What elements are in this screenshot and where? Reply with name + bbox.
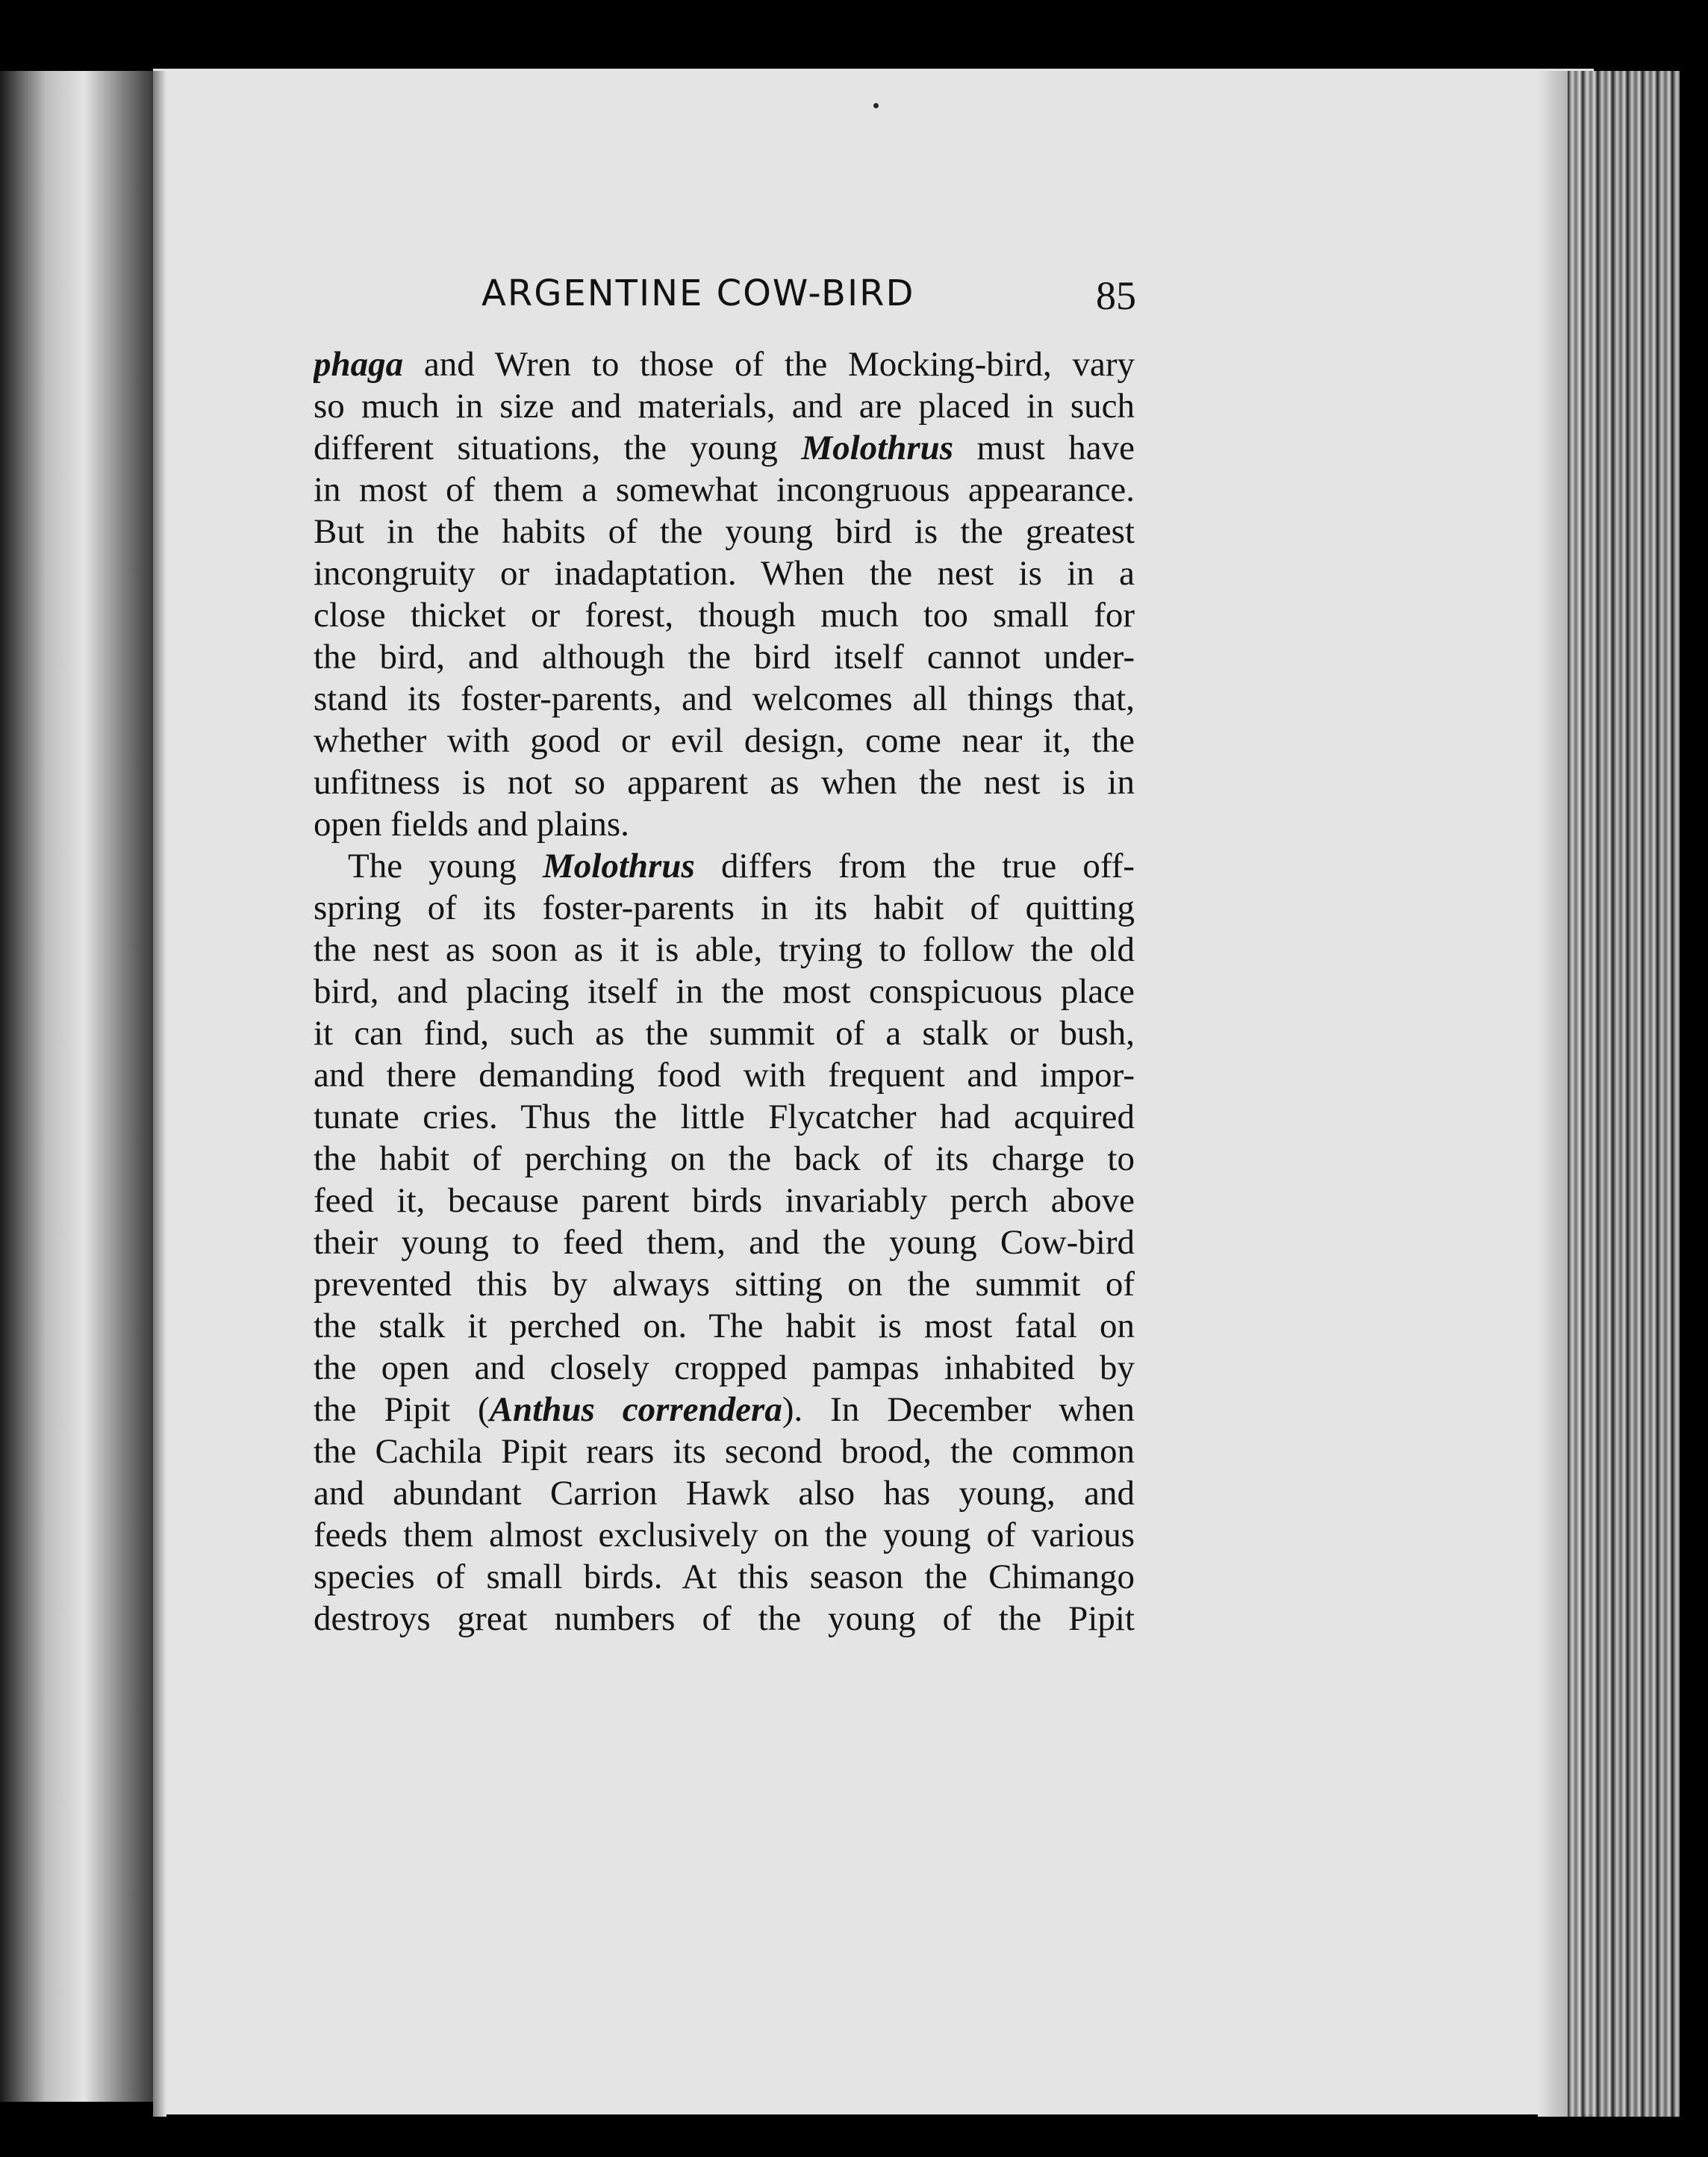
text-segment: their young to feed them, and the young Cow-bird xyxy=(314,1223,1135,1262)
text-segment: close thicket or forest, though much too small for xyxy=(314,596,1135,635)
text-segment: But in the habits of the young bird is the greatest xyxy=(314,512,1135,551)
text-segment: whether with good or evil design, come near it, the xyxy=(314,721,1135,760)
text-segment: it can find, such as the summit of a stalk or bush, xyxy=(314,1014,1135,1053)
italic-text: Molothrus xyxy=(542,847,695,885)
text-line xyxy=(314,636,1135,678)
text-line xyxy=(314,1096,1135,1138)
text-line xyxy=(314,929,1135,971)
italic-text: Molothrus xyxy=(801,429,954,467)
text-segment: so much in size and materials, and are placed in such xyxy=(314,387,1135,426)
text-segment: the Pipit ( xyxy=(314,1390,490,1429)
text-line xyxy=(314,343,1135,385)
text-line xyxy=(314,511,1135,553)
text-segment: prevented this by always sitting on the summit of xyxy=(314,1265,1135,1304)
text-segment: the habit of perching on the back of its charge to xyxy=(314,1139,1135,1178)
text-line xyxy=(314,594,1135,636)
text-segment: must have xyxy=(953,429,1135,467)
text-line xyxy=(314,1305,1135,1347)
text-line xyxy=(314,845,1135,887)
text-segment: the Cachila Pipit rears its second brood, the common xyxy=(314,1432,1135,1471)
text-line xyxy=(314,1556,1135,1598)
text-segment: the open and closely cropped pampas inhabited by xyxy=(314,1348,1135,1387)
text-line xyxy=(314,1263,1135,1305)
text-line xyxy=(314,1472,1135,1514)
text-segment: feeds them almost exclusively on the young of various xyxy=(314,1516,1135,1554)
text-segment: differs from the true off- xyxy=(694,847,1135,885)
text-segment: the stalk it perched on. The habit is most fatal on xyxy=(314,1307,1135,1345)
text-line xyxy=(314,887,1135,929)
dust-speck xyxy=(873,103,879,108)
text-line xyxy=(314,971,1135,1012)
text-segment: stand its foster-parents, and welcomes all things that, xyxy=(314,679,1135,718)
text-line xyxy=(314,1054,1135,1096)
text-line xyxy=(314,1431,1135,1472)
text-segment: and abundant Carrion Hawk also has young, and xyxy=(314,1474,1135,1513)
fore-edge-pages xyxy=(1568,71,1680,2117)
text-line xyxy=(314,553,1135,594)
italic-text: Anthus correndera xyxy=(489,1390,782,1429)
text-segment: The young xyxy=(348,847,543,885)
text-segment: incongruity or inadaptation. When the nest is in a xyxy=(314,554,1135,593)
text-segment: and Wren to those of the Mocking-bird, vary xyxy=(403,345,1135,384)
text-segment: feed it, because parent birds invariably perch above xyxy=(314,1181,1135,1220)
text-line xyxy=(314,1180,1135,1221)
text-line xyxy=(314,803,1135,845)
left-page-edge xyxy=(0,71,153,2102)
text-line xyxy=(314,678,1135,720)
text-segment: different situations, the young xyxy=(314,429,802,467)
text-line xyxy=(314,427,1135,469)
italic-text: phaga xyxy=(314,345,404,384)
text-segment: in most of them a somewhat incongruous appearance. xyxy=(314,470,1135,509)
text-line xyxy=(314,762,1135,803)
text-segment: unfitness is not so apparent as when the nest is in xyxy=(314,763,1135,802)
text-segment: and there demanding food with frequent and impor- xyxy=(314,1056,1135,1095)
text-line xyxy=(314,1221,1135,1263)
text-line xyxy=(314,1347,1135,1389)
text-segment: tunate cries. Thus the little Flycatcher had acquired xyxy=(314,1098,1135,1136)
text-line xyxy=(314,469,1135,511)
page-number: 85 xyxy=(1096,273,1136,318)
text-line xyxy=(314,1514,1135,1556)
running-head-title: ARGENTINE COW-BIRD xyxy=(481,273,915,314)
text-segment: ). In December when xyxy=(782,1390,1135,1429)
text-line xyxy=(314,1389,1135,1431)
text-line xyxy=(314,720,1135,762)
text-line xyxy=(314,1138,1135,1180)
text-segment: the bird, and although the bird itself cannot under- xyxy=(314,638,1135,676)
text-segment: bird, and placing itself in the most conspicuous place xyxy=(314,972,1135,1011)
text-segment: open fields and plains. xyxy=(314,805,629,844)
gutter-shadow xyxy=(153,71,166,2117)
text-line xyxy=(314,1598,1135,1640)
body-text xyxy=(314,343,1135,1640)
text-segment: the nest as soon as it is able, trying to follow the old xyxy=(314,930,1135,969)
text-line xyxy=(314,1012,1135,1054)
running-head xyxy=(314,273,1135,332)
text-segment: spring of its foster-parents in its habit of quitting xyxy=(314,888,1135,927)
text-segment: destroys great numbers of the young of the Pipit xyxy=(314,1599,1135,1638)
text-line xyxy=(314,385,1135,427)
text-segment: species of small birds. At this season the Chimango xyxy=(314,1557,1135,1596)
